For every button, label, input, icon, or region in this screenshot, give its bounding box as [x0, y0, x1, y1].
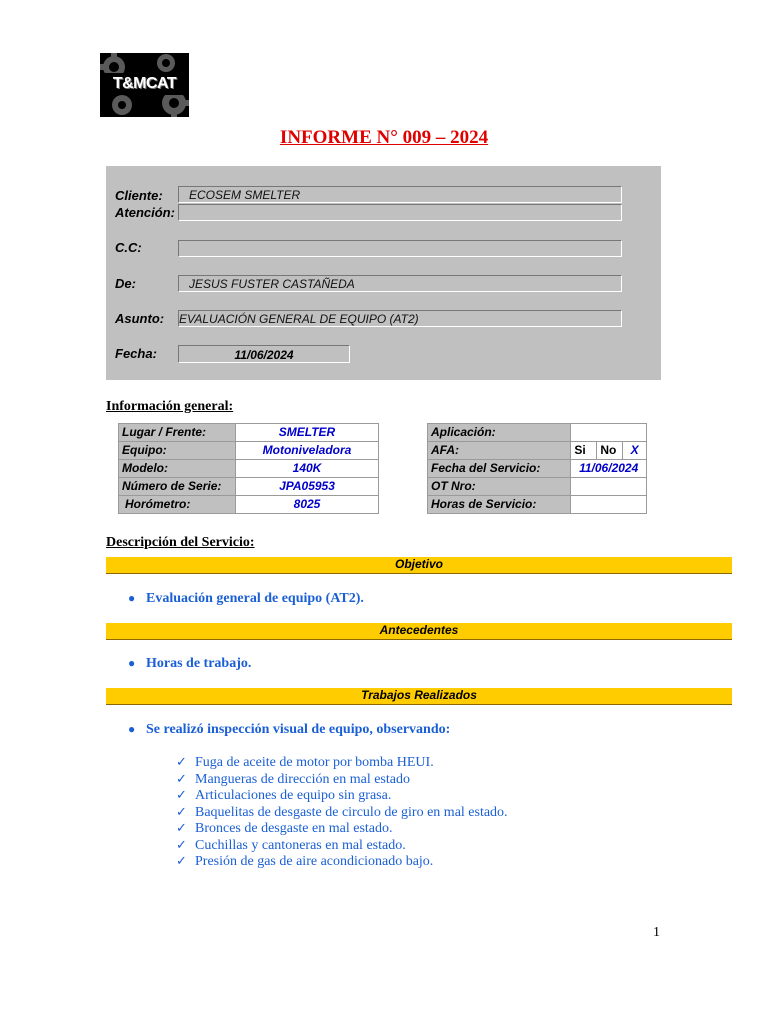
bullet-icon: ● — [128, 591, 136, 605]
table-row — [428, 460, 647, 478]
antecedentes-item — [128, 656, 251, 672]
equipo-label: Equipo: — [119, 442, 236, 460]
afa-si: Si — [571, 442, 597, 460]
list-item: ✓ Fuga de aceite de motor por bomba HEUI. — [176, 754, 434, 770]
checkmark-icon: ✓ — [176, 803, 187, 819]
horas-value — [571, 496, 647, 514]
list-item: ✓ Mangueras de dirección en mal estado — [176, 770, 410, 787]
fecha-servicio-value: 11/06/2024 — [571, 460, 647, 478]
checkmark-icon: ✓ — [176, 820, 187, 835]
lugar-value: SMELTER — [236, 424, 379, 442]
atencion-field — [178, 204, 622, 221]
table-row — [119, 442, 379, 460]
cliente-label: Cliente: — [115, 188, 163, 203]
bullet-icon: ● — [128, 656, 136, 670]
antecedentes-text: Horas de trabajo. — [146, 656, 252, 671]
trabajos-bar: Trabajos Realizados — [106, 688, 732, 705]
table-row — [428, 496, 647, 514]
ot-label: OT Nro: — [428, 478, 571, 496]
checkmark-icon: ✓ — [176, 787, 187, 802]
info-heading: Información general: — [106, 399, 234, 414]
checkmark-icon: ✓ — [176, 754, 187, 769]
checkmark-icon: ✓ — [176, 853, 187, 868]
afa-no: No — [597, 442, 623, 460]
company-logo — [100, 53, 189, 117]
aplicacion-value — [571, 424, 647, 442]
aplicacion-label: Aplicación: — [428, 424, 571, 442]
cc-field — [178, 240, 622, 257]
equipo-value: Motoniveladora — [236, 442, 379, 460]
list-item: ✓ Bronces de desgaste en mal estado. — [176, 820, 393, 836]
asunto-field: EVALUACIÓN GENERAL DE EQUIPO (AT2) — [178, 310, 622, 327]
cc-label: C.C: — [115, 240, 142, 255]
horometro-label: Horómetro: — [119, 496, 236, 514]
atencion-label: Atención: — [115, 205, 175, 220]
de-field: JESUS FUSTER CASTAÑEDA — [178, 275, 622, 292]
table-row — [119, 460, 379, 478]
equipment-table — [118, 423, 379, 514]
report-title: INFORME N° 009 – 2024 — [279, 127, 489, 148]
header-panel — [106, 166, 661, 380]
observations-list — [176, 754, 508, 870]
horometro-value: 8025 — [236, 496, 379, 514]
table-row — [428, 442, 647, 460]
table-row — [119, 496, 379, 514]
table-row — [428, 424, 647, 442]
afa-label: AFA: — [428, 442, 571, 460]
table-row — [119, 424, 379, 442]
antecedentes-bar: Antecedentes — [106, 623, 732, 640]
checkmark-icon: ✓ — [176, 836, 187, 852]
page-number: 1 — [653, 925, 660, 940]
description-heading: Descripción del Servicio: — [106, 535, 255, 550]
cliente-field: ECOSEM SMELTER — [178, 186, 622, 203]
table-row — [119, 478, 379, 496]
lugar-label: Lugar / Frente: — [119, 424, 236, 442]
list-item: ✓ Presión de gas de aire acondicionado bajo. — [176, 853, 434, 869]
fecha-servicio-label: Fecha del Servicio: — [428, 460, 571, 478]
afa-mark: X — [623, 442, 647, 460]
modelo-value: 140K — [236, 460, 379, 478]
logo-text: T&MCAT — [102, 73, 187, 95]
horas-label: Horas de Servicio: — [428, 496, 571, 514]
bullet-icon: ● — [128, 722, 136, 736]
objetivo-bar: Objetivo — [106, 557, 732, 574]
checkmark-icon: ✓ — [176, 770, 187, 786]
de-label: De: — [115, 276, 136, 291]
service-table — [427, 423, 647, 514]
list-item: ✓ Cuchillas y cantoneras en mal estado. — [176, 836, 406, 853]
table-row — [428, 478, 647, 496]
modelo-label: Modelo: — [119, 460, 236, 478]
fecha-label: Fecha: — [115, 346, 157, 361]
objetivo-item — [128, 591, 364, 607]
asunto-label: Asunto: — [115, 311, 165, 326]
ot-value — [571, 478, 647, 496]
serie-label: Número de Serie: — [119, 478, 236, 496]
fecha-field: 11/06/2024 — [178, 345, 350, 363]
trabajos-item — [128, 722, 450, 738]
objetivo-text: Evaluación general de equipo (AT2). — [146, 591, 364, 606]
list-item: ✓ Baquelitas de desgaste de circulo de giro en mal estado. — [176, 803, 508, 820]
serie-value: JPA05953 — [236, 478, 379, 496]
trabajos-text: Se realizó inspección visual de equipo, observando: — [146, 722, 451, 737]
list-item: ✓ Articulaciones de equipo sin grasa. — [176, 787, 392, 803]
